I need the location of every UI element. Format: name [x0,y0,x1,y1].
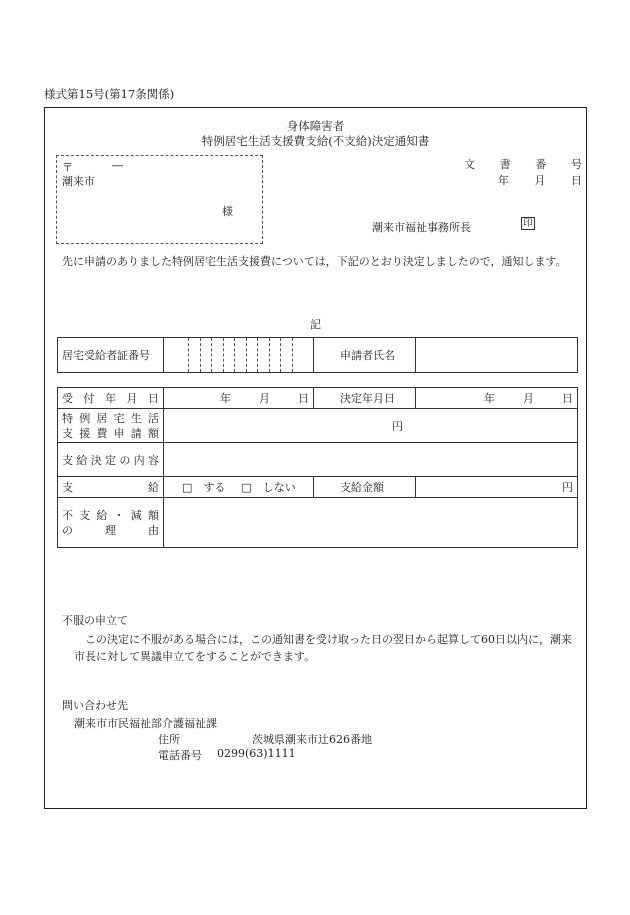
contact-address-label: 住所 [158,733,180,746]
recipient-honorific: 様 [222,205,233,218]
date-char: 月 [534,174,546,187]
table-row [58,498,578,548]
reason-label: 不 支 給 ・ 減 額 の 理 由 [58,498,164,548]
contact-tel-label: 電話番号 [158,749,202,762]
payment-amount-field[interactable]: 円 [416,477,578,498]
payment-amount-label: 支給金額 [314,477,416,498]
doc-number-char: 文 [464,158,475,171]
contact-address-value: 茨城県潮来市辻626番地 [252,733,372,746]
document-title: 特例居宅生活支援費支給(不支給)決定通知書 [201,134,430,148]
decision-date-field[interactable]: 年 月 日 [416,388,578,409]
postal-dash: ― [112,159,123,172]
contact-title: 問い合わせ先 [62,699,128,712]
table-row [58,388,578,409]
date-char: 日 [571,174,582,187]
payment-options [164,477,314,498]
cert-number-label: 居宅受給者証番号 [58,338,164,373]
office-chief: 潮来市福祉事務所長 [372,221,471,234]
applicant-name-label: 申請者氏名 [314,338,416,373]
decision-content-field[interactable] [164,443,578,477]
table-row [58,338,578,373]
title-line-1: 身体障害者 [286,119,345,133]
table-row [58,409,578,443]
payment-label: 支 給 [58,477,164,498]
document-number-label [464,156,582,172]
amount-requested-label: 特 例 居 宅 生 活 支 援 費 申 請 額 [58,409,164,443]
seal-stamp: 印 [521,217,535,230]
postal-mark: 〒 [62,161,73,174]
recipient-city: 潮来市 [62,175,95,188]
objection-title: 不服の申立て [62,614,128,627]
recipient-address-box [56,155,263,244]
reason-field[interactable] [164,498,578,548]
ki-heading: 記 [310,318,321,331]
table-row [58,443,578,477]
amount-requested-field[interactable]: 円 [164,409,578,443]
form-number: 様式第15号(第17条関係) [44,87,175,101]
notice-body: 先に申請のありました特例居宅生活支援費については，下記のとおり決定しましたので，通知します。 [62,255,567,268]
option-yes-checkbox[interactable]: □ する [182,481,226,494]
doc-number-char: 号 [570,158,582,171]
contact-department: 潮来市市民福祉部介護福祉課 [74,717,217,730]
receipt-date-field[interactable]: 年 月 日 [164,388,314,409]
table-row [58,477,578,498]
receipt-date-label: 受 付 年 月 日 [58,388,164,409]
doc-number-char: 番 [535,158,547,171]
objection-body: この決定に不服がある場合には，この通知書を受け取った日の翌日から起算して60日以内に，潮来市長に対して異議申立てをすることができます。 [74,633,572,663]
applicant-name-field[interactable] [416,338,578,373]
decision-date-label: 決定年月日 [314,388,416,409]
contact-tel-value: 0299(63)1111 [217,747,296,760]
date-char: 年 [498,174,509,187]
decision-content-label: 支 給 決 定 の 内 容 [58,443,164,477]
doc-number-char: 書 [499,158,511,171]
option-no-checkbox[interactable]: □ しない [241,481,296,494]
issue-date-label [498,172,582,188]
cert-table [57,337,578,373]
decision-table [57,387,578,548]
cert-number-field[interactable] [164,338,314,373]
